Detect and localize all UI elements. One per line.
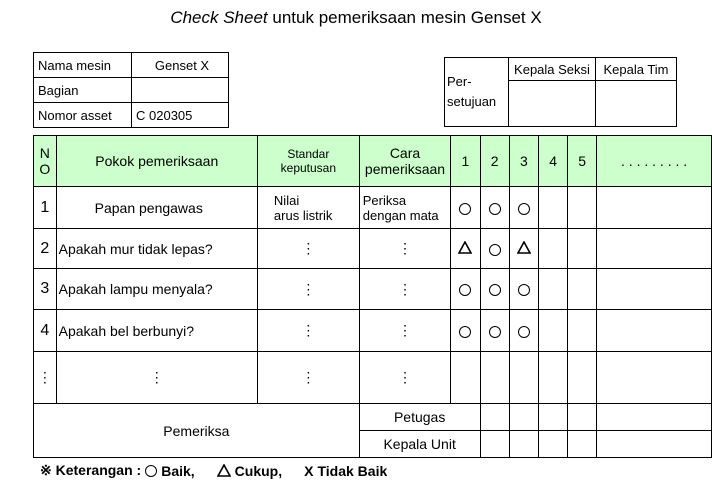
check-table: [33, 135, 712, 458]
mark-2: [480, 229, 509, 269]
header-standar: [257, 136, 359, 187]
mark-3: [509, 187, 538, 229]
row-no: 4: [34, 310, 57, 352]
kepala-tim-sign: [596, 81, 677, 127]
mark-4: [539, 229, 568, 269]
legend-baik: Baik,: [161, 462, 195, 479]
kepala-seksi-sign: [509, 81, 596, 127]
mark-5: [568, 187, 597, 229]
header-3: 3: [509, 136, 538, 187]
mark-2: [480, 269, 509, 310]
row-standar: ⋮: [257, 229, 359, 269]
machine-info-table: [33, 52, 229, 128]
mark-1: [451, 352, 480, 404]
mark-1: [451, 269, 480, 310]
row-no: 3: [34, 269, 57, 310]
row-cara-bottom: dengan mata: [362, 207, 439, 223]
mark-4: [539, 310, 568, 352]
legend: [40, 462, 387, 479]
nama-mesin-label: Nama mesin: [34, 53, 132, 78]
legend-x-symbol: X: [304, 462, 314, 479]
petugas-label: Petugas: [359, 404, 480, 431]
persetujuan-top: Per-: [447, 74, 472, 89]
circle-icon: [459, 203, 471, 215]
circle-icon: [489, 284, 501, 296]
row-item: Papan pengawas: [56, 187, 257, 229]
circle-icon: [518, 326, 530, 338]
kepala-tim-header: Kepala Tim: [596, 58, 677, 81]
petugas-4: [568, 404, 597, 431]
table-row: [34, 229, 712, 269]
circle-icon: [518, 203, 530, 215]
row-cara: ⋮: [359, 352, 451, 404]
triangle-icon: [517, 241, 531, 254]
header-5: 5: [568, 136, 597, 187]
petugas-1: [480, 404, 509, 431]
header-row: [34, 136, 712, 187]
row-no: ⋮: [34, 352, 57, 404]
header-standar-bottom: keputusan: [280, 161, 337, 175]
legend-prefix: ※ Keterangan :: [40, 462, 142, 478]
mark-3: [509, 229, 538, 269]
persetujuan-bottom: setujuan: [447, 94, 497, 109]
row-cara: ⋮: [359, 229, 451, 269]
circle-icon: [145, 465, 157, 477]
header-no-top: N: [39, 145, 50, 161]
table-row: [34, 187, 712, 229]
mark-4: [539, 187, 568, 229]
kepala-seksi-header: Kepala Seksi: [509, 58, 596, 81]
mark-dots: [597, 269, 712, 310]
nomor-asset-label: Nomor asset: [34, 103, 132, 128]
mark-dots: [597, 187, 712, 229]
kepala-unit-4: [568, 431, 597, 458]
circle-icon: [489, 244, 501, 256]
kepala-unit-2: [509, 431, 538, 458]
persetujuan-label: [445, 58, 509, 127]
table-row: [34, 352, 712, 404]
kepala-unit-label: Kepala Unit: [359, 431, 480, 458]
mark-dots: [597, 229, 712, 269]
header-1: 1: [451, 136, 480, 187]
nomor-asset-value: C 020305: [132, 103, 229, 128]
petugas-3: [539, 404, 568, 431]
mark-5: [568, 352, 597, 404]
row-cara: ⋮: [359, 310, 451, 352]
bagian-label: Bagian: [34, 78, 132, 103]
header-cara-bottom: pemeriksaan: [364, 161, 446, 177]
circle-icon: [459, 284, 471, 296]
mark-4: [539, 269, 568, 310]
petugas-dots: [597, 404, 712, 431]
header-dots: . . . . . . . . .: [597, 136, 712, 187]
row-standar-top: Nilai: [273, 192, 300, 208]
row-item: Apakah lampu menyala?: [56, 269, 257, 310]
row-cara: ⋮: [359, 269, 451, 310]
table-row: [34, 269, 712, 310]
mark-dots: [597, 310, 712, 352]
triangle-icon: [217, 464, 231, 477]
mark-2: [480, 352, 509, 404]
footer-row-petugas: [34, 404, 712, 431]
header-cara: [359, 136, 451, 187]
row-standar: ⋮: [257, 269, 359, 310]
mark-3: [509, 310, 538, 352]
legend-tidak-baik: Tidak Baik: [317, 462, 388, 479]
row-item: ⋮: [56, 352, 257, 404]
mark-4: [539, 352, 568, 404]
nama-mesin-value: Genset X: [132, 53, 229, 78]
circle-icon: [489, 203, 501, 215]
row-cara-top: Periksa: [362, 192, 407, 208]
kepala-unit-3: [539, 431, 568, 458]
mark-3: [509, 352, 538, 404]
mark-5: [568, 269, 597, 310]
row-cara: [359, 187, 451, 229]
circle-icon: [518, 284, 530, 296]
mark-1: [451, 310, 480, 352]
circle-icon: [489, 326, 501, 338]
row-standar: ⋮: [257, 310, 359, 352]
approval-table: [444, 57, 677, 127]
title-italic: Check Sheet: [170, 8, 268, 27]
title-rest: untuk pemeriksaan mesin Genset X: [267, 8, 542, 27]
header-4: 4: [539, 136, 568, 187]
legend-cukup: Cukup,: [234, 462, 283, 479]
header-2: 2: [480, 136, 509, 187]
circle-icon: [459, 326, 471, 338]
mark-2: [480, 310, 509, 352]
row-item: Apakah bel berbunyi?: [56, 310, 257, 352]
kepala-unit-dots: [597, 431, 712, 458]
row-item: Apakah mur tidak lepas?: [56, 229, 257, 269]
header-cara-top: Cara: [389, 145, 421, 161]
mark-5: [568, 229, 597, 269]
row-standar: [257, 187, 359, 229]
page-title: [0, 8, 712, 28]
header-standar-top: Standar: [287, 147, 330, 161]
pemeriksa-label: Pemeriksa: [34, 404, 360, 458]
petugas-2: [509, 404, 538, 431]
bagian-value: [132, 78, 229, 103]
header-no: [34, 136, 57, 187]
mark-dots: [597, 352, 712, 404]
triangle-icon: [458, 241, 472, 254]
mark-2: [480, 187, 509, 229]
table-row: [34, 310, 712, 352]
row-standar: ⋮: [257, 352, 359, 404]
mark-1: [451, 187, 480, 229]
row-standar-bottom: arus listrik: [273, 207, 333, 223]
row-no: 1: [34, 187, 57, 229]
mark-3: [509, 269, 538, 310]
kepala-unit-1: [480, 431, 509, 458]
row-no: 2: [34, 229, 57, 269]
mark-1: [451, 229, 480, 269]
header-pokok: Pokok pemeriksaan: [56, 136, 257, 187]
mark-5: [568, 310, 597, 352]
header-no-bottom: O: [39, 161, 51, 177]
